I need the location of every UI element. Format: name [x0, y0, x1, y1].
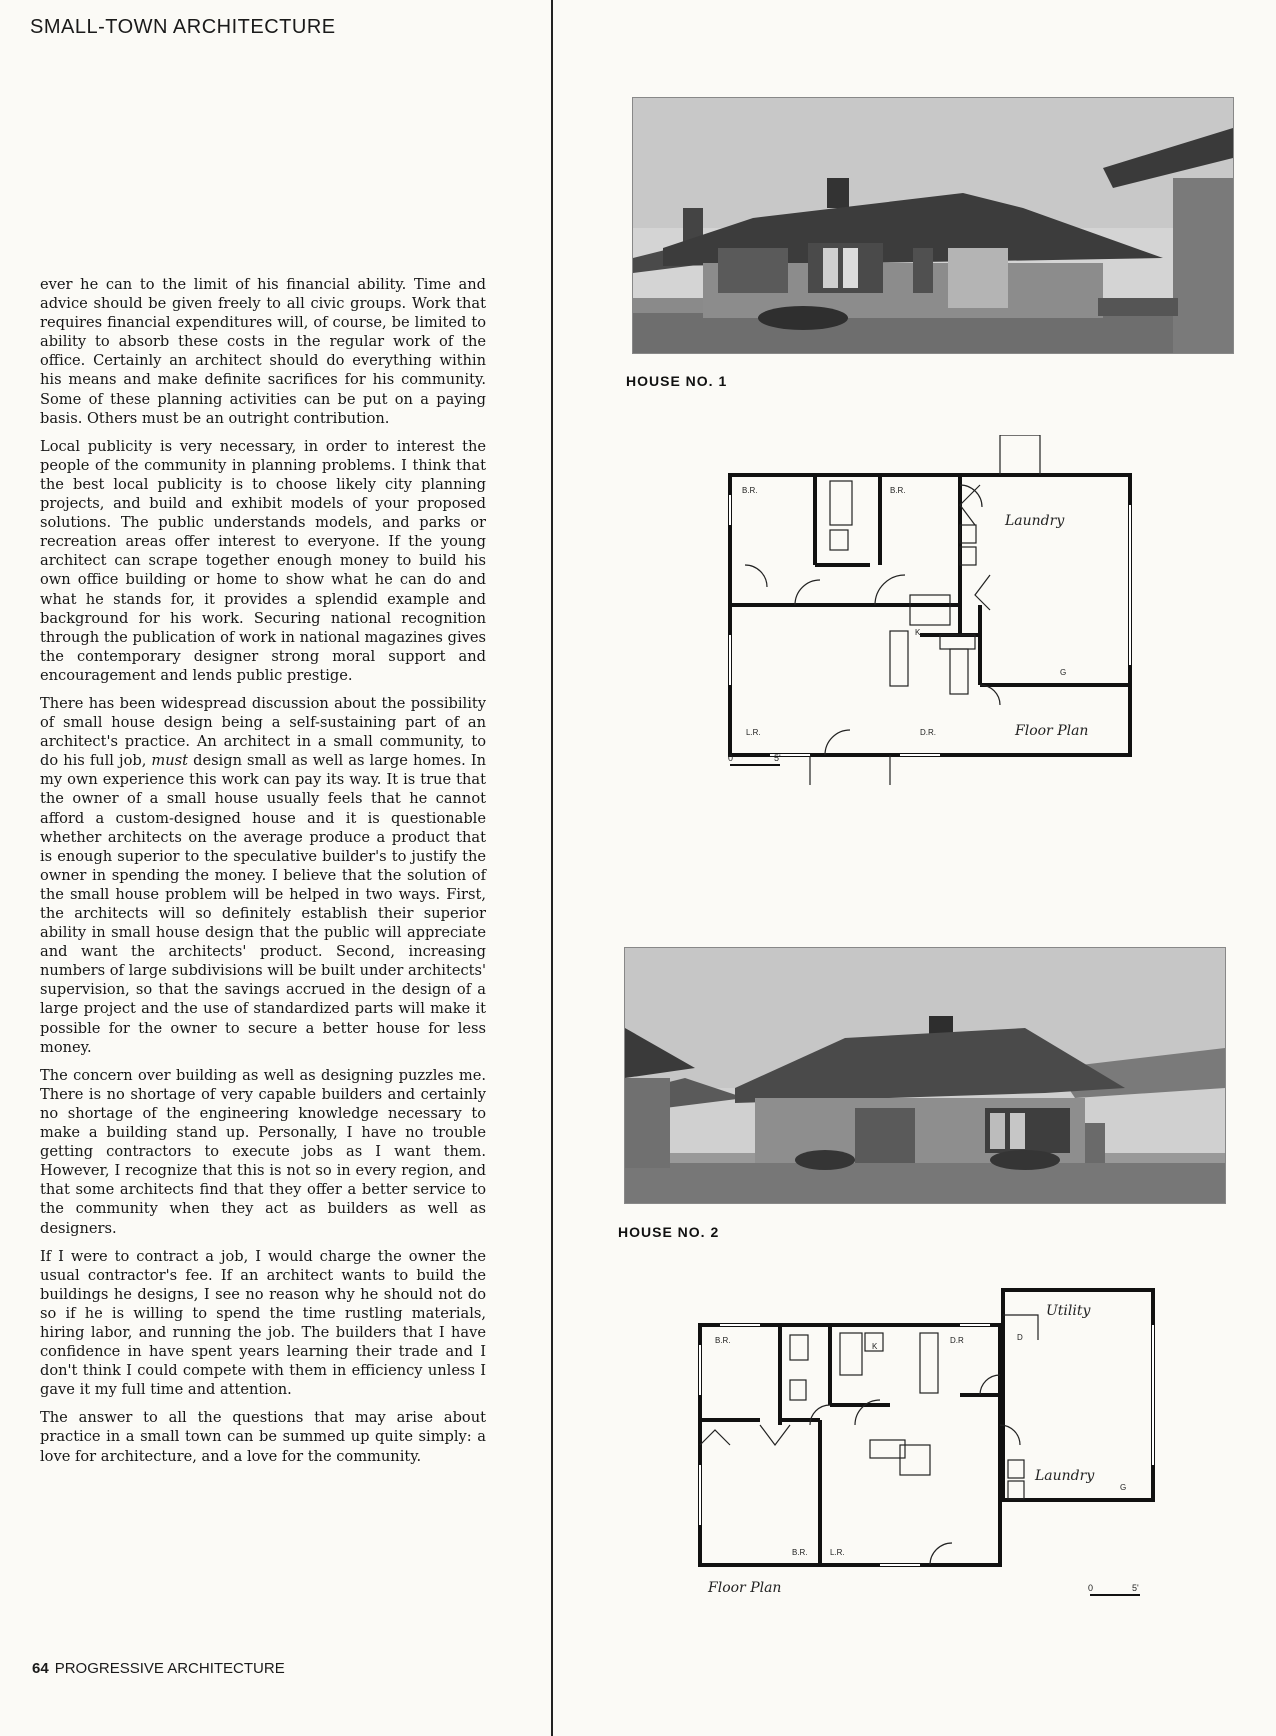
house-1-plan-title: Floor Plan: [1015, 723, 1089, 739]
house-1-floor-plan: [700, 435, 1220, 785]
house-1-room-g: G: [1060, 668, 1067, 677]
house-2-room-lr: L.R.: [830, 1548, 845, 1557]
paragraph-1: ever he can to the limit of his financial ability. Time and advice should be given freely to all civic groups. Work that requires financial expenditures will, of course, be limited to ability to absorb these costs in the regular work of the office. Certainly an architect should do everything within his means and make definite sacrifices for his community. Some of these planning activities can be put on a paying basis. Others must be an outright contribution.: [40, 276, 486, 427]
house-2-caption: HOUSE NO. 2: [618, 1224, 720, 1240]
house-2-room-br1: B.R.: [715, 1336, 731, 1345]
house-1-room-dr: D.R.: [920, 728, 936, 737]
article-text: [40, 275, 486, 1475]
column-divider: [551, 0, 553, 1736]
house-1-scale-end: 5': [774, 753, 781, 763]
house-2-scale-start: 0: [1088, 1583, 1094, 1593]
magazine-name: PROGRESSIVE ARCHITECTURE: [54, 1660, 285, 1677]
house-1-outer-wall: [730, 475, 1130, 755]
house-2-photo: [624, 947, 1226, 1204]
house-1-room-k: K: [915, 628, 921, 637]
running-header: SMALL-TOWN ARCHITECTURE: [30, 16, 336, 38]
paragraph-6: The answer to all the questions that may arise about practice in a small town can be summed up quite simply: a love for architecture, and a love for the community.: [40, 1409, 486, 1465]
house-1-room-laundry: Laundry: [1005, 513, 1065, 529]
house-1-room-br1: B.R.: [742, 486, 758, 495]
house-2-outer-wall: [700, 1325, 1000, 1565]
house-1-illustration: [633, 98, 1233, 353]
paragraph-3-end: design small as well as large homes. In my own experience this work can pay its way. It is true that the owner of a small house usually feels that he cannot afford a custom-designed house and it is questionable whether architects on the average produce a product that is enough superior to the speculative builder's to justify the owner in spending the money. I believe that the solution of the small house problem will be helped in two ways. First, the architects will so definitely establish their superior ability in small house design that the public will appreciate and want the architects' product. Second, increasing numbers of large subdivisions will be built under architects' supervision, so that the savings accrued in the design of a large project and the use of standardized parts will make it possible for the owner to secure a better house for less money.: [40, 752, 486, 1056]
house-2-room-br2: B.R.: [792, 1548, 808, 1557]
house-1-room-br2: B.R.: [890, 486, 906, 495]
house-1-room-lr: L.R.: [746, 728, 761, 737]
house-2-room-d: D: [1017, 1333, 1023, 1342]
house-2-floor-plan: [680, 1285, 1240, 1615]
house-2-room-g: G: [1120, 1483, 1127, 1492]
page-footer: [32, 1660, 285, 1677]
house-2-room-laundry: Laundry: [1035, 1468, 1095, 1484]
paragraph-2: Local publicity is very necessary, in order to interest the people of the community in planning problems. I think that the best local publicity is to choose likely city planning projects, and build and exhibit models of your proposed solutions. The public understands models, and parks or recreation areas offer interest to everyone. If the young architect can scrape together enough money to build his own office building or home to show what he can do and what he stands for, it provides a splendid example and background for his work. Securing national recognition through the publication of work in national magazines gives the contemporary designer strong moral support and encouragement and lends public prestige.: [40, 437, 486, 684]
paragraph-5: If I were to contract a job, I would charge the owner the usual contractor's fee. If an architect wants to build the buildings he designs, I see no reason why he should not do so if he is willing to spend the time rustling materials, hiring labor, and running the job. The builders that I have confidence in have spent years learning their trade and I don't think I could compete with them in efficiency unless I gave it my full time and attention.: [40, 1247, 486, 1399]
page-number: 64: [32, 1660, 49, 1677]
house-1-caption: HOUSE NO. 1: [626, 373, 728, 389]
emphasis-must: must: [151, 752, 189, 770]
house-2-room-utility: Utility: [1046, 1303, 1091, 1319]
paragraph-3-start: There has been widespread discussion about the possibility of small house design being a self-sustaining part of an architect's practice. An architect in a small community, to do his full job,: [40, 694, 486, 770]
house-2-plan-title: Floor Plan: [708, 1580, 782, 1596]
house-2-room-dr: D.R: [950, 1336, 964, 1345]
paragraph-3: [40, 694, 486, 1057]
house-1-scale-start: 0: [728, 753, 734, 763]
house-2-scale-end: 5': [1132, 1583, 1139, 1593]
paragraph-4: The concern over building as well as designing puzzles me. There is no shortage of very capable builders and certainly no shortage of the engineering knowledge necessary to make a building stand up. Personally, I have no trouble getting contractors to execute jobs as I want them. However, I recognize that this is not so in every region, and that some architects find that they offer a better service to the community when they act as builders as well as designers.: [40, 1066, 486, 1237]
house-2-room-k: K: [872, 1342, 878, 1351]
house-1-photo: [632, 97, 1234, 354]
house-2-illustration: [625, 948, 1225, 1203]
